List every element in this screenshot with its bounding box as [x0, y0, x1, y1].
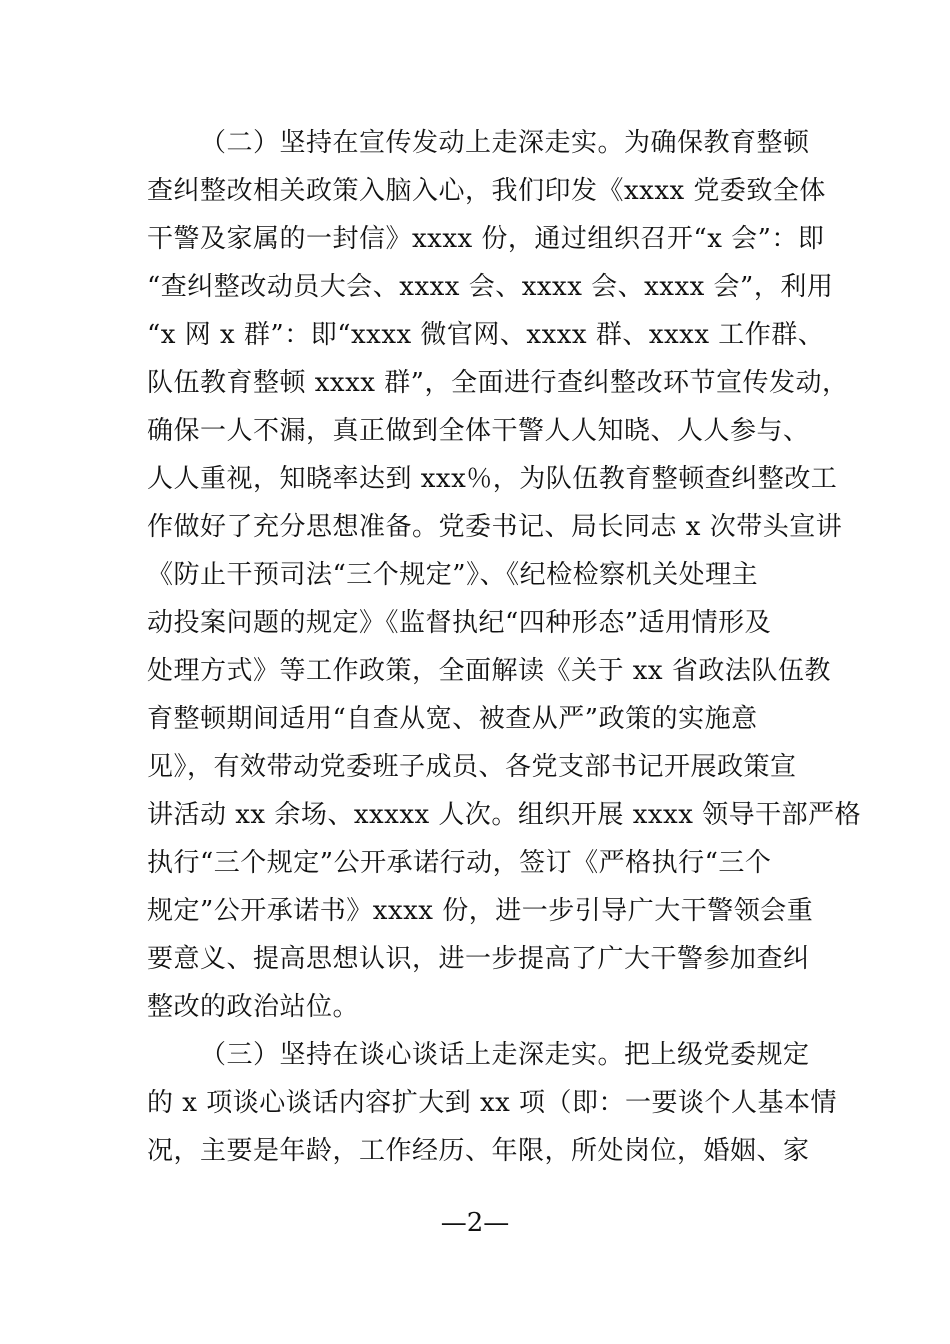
paragraph-line: 整改的政治站位。: [147, 992, 360, 1022]
paragraph-line: 况，主要是年龄，工作经历、年限，所处岗位，婚姻、家: [147, 1136, 810, 1166]
paragraph-line: 人人重视，知晓率达到 xxx％，为队伍教育整顿查纠整改工: [147, 464, 838, 494]
paragraph-line: “x 网 x 群”：即“xxxx 微官网、xxxx 群、xxxx 工作群、: [147, 320, 825, 350]
paragraph-line: 作做好了充分思想准备。党委书记、局长同志 x 次带头宣讲: [147, 512, 843, 542]
paragraph-line: 干警及家属的一封信》xxxx 份，通过组织召开“x 会”：即: [147, 224, 825, 254]
page-number: —2—: [440, 1208, 510, 1238]
paragraph-line: 查纠整改相关政策入脑入心，我们印发《xxxx 党委致全体: [147, 176, 826, 206]
paragraph-line: 育整顿期间适用“自查从宽、被查从严”政策的实施意: [147, 704, 758, 734]
paragraph-line: “查纠整改动员大会、xxxx 会、xxxx 会、xxxx 会”，利用: [147, 272, 834, 302]
paragraph-line: 的 x 项谈心谈话内容扩大到 xx 项（即：一要谈个人基本情: [147, 1088, 838, 1118]
paragraph-line: 队伍教育整顿 xxxx 群”，全面进行查纠整改环节宣传发动，: [147, 368, 849, 398]
paragraph-line: 确保一人不漏，真正做到全体干警人人知晓、人人参与、: [147, 416, 810, 446]
paragraph-line: （二）坚持在宣传发动上走深走实。为确保教育整顿: [200, 128, 810, 158]
paragraph-line: 《防止干预司法“三个规定”》、《纪检检察机关处理主: [147, 560, 759, 590]
paragraph-line: 动投案问题的规定》《监督执纪“四种形态”适用情形及: [147, 608, 772, 638]
paragraph-line: 要意义、提高思想认识，进一步提高了广大干警参加查纠: [147, 944, 810, 974]
paragraph-line: 讲活动 xx 余场、xxxxx 人次。组织开展 xxxx 领导干部严格: [147, 800, 862, 830]
paragraph-line: 处理方式》等工作政策，全面解读《关于 xx 省政法队伍教: [147, 656, 831, 686]
paragraph-line: 执行“三个规定”公开承诺行动，签订《严格执行“三个: [147, 848, 772, 878]
paragraph-line: 规定”公开承诺书》xxxx 份，进一步引导广大干警领会重: [147, 896, 814, 926]
paragraph-line: 见》，有效带动党委班子成员、各党支部书记开展政策宣: [147, 752, 797, 782]
paragraph-line: （三）坚持在谈心谈话上走深走实。把上级党委规定: [200, 1040, 810, 1070]
